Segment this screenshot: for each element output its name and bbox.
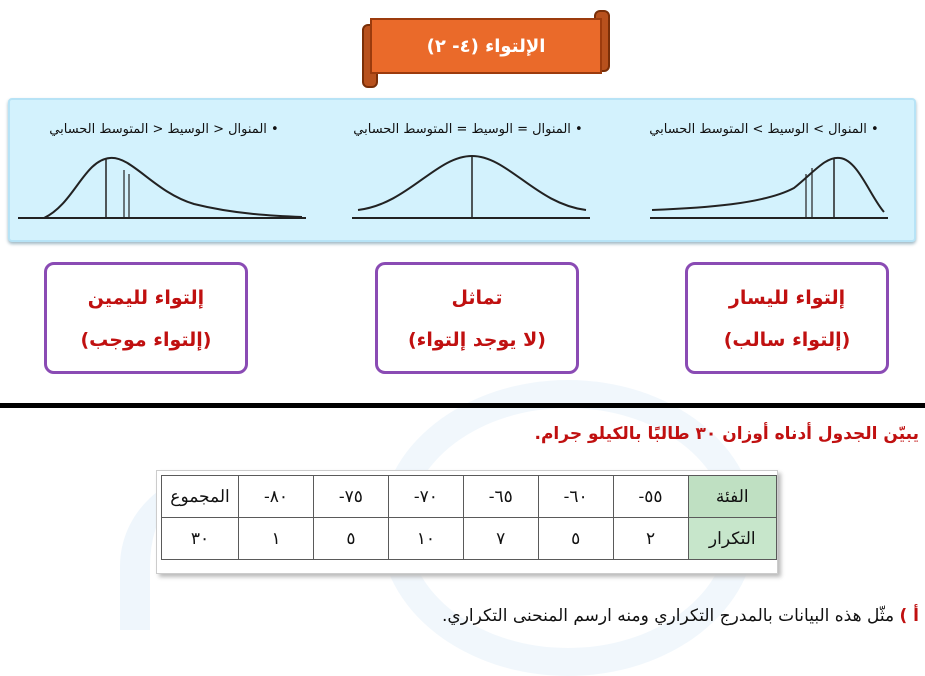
table-cell: ٥ [538,518,613,560]
table-cell: ٦٥- [463,476,538,518]
table-cell: ٨٠- [239,476,314,518]
task-instruction [19,606,919,626]
curve-symmetric [318,100,618,240]
table-cell: ٧٥- [313,476,388,518]
table-cell: المجموع [162,476,239,518]
curve-caption: • المنوال < الوسيط < المتوسط الحسابي [49,122,279,137]
table-cell: ٧ [463,518,538,560]
label-symmetric [375,262,579,374]
table-cell: ٧٠- [388,476,463,518]
table-cell: ٥ [313,518,388,560]
curve-caption: • المنوال > الوسيط > المتوسط الحسابي [649,122,879,137]
label-right-skew [44,262,248,374]
label-title: تماثل [451,287,503,309]
curve-right-skew [14,100,314,240]
table-cell: ٣٠ [162,518,239,560]
table-cell: ٥٥- [613,476,688,518]
curve-caption: • المنوال = الوسيط = المتوسط الحسابي [353,122,583,137]
label-left-skew [685,262,889,374]
table-cell: ٦٠- [538,476,613,518]
table-header-cell: التكرار [688,518,776,560]
title-scroll [360,10,612,74]
section-divider [0,403,925,408]
label-title: إلتواء لليسار [728,287,846,309]
table-cell: ١٠ [388,518,463,560]
right-skew-curve-graphic [14,100,314,240]
left-skew-curve-graphic [614,100,914,240]
frequency-table [161,475,777,560]
table-cell: ١ [239,518,314,560]
skewness-panel [8,98,916,242]
label-subtitle: (إلتواء موجب) [80,329,212,351]
question-text: يبيّن الجدول أدناه أوزان ٣٠ طالبًا بالكيلو جرام. [534,424,919,444]
frequency-table-container [156,470,778,574]
table-row-classes [162,476,777,518]
task-marker: أ ) [899,606,919,626]
section-title: (٤- ٢) الإلتواء [370,18,602,74]
table-header-cell: الفئة [688,476,776,518]
curve-left-skew [614,100,914,240]
table-row-frequency [162,518,777,560]
symmetric-curve-graphic [318,100,618,240]
label-subtitle: (لا يوجد إلتواء) [407,329,546,351]
table-cell: ٢ [613,518,688,560]
label-title: إلتواء لليمين [87,287,205,309]
label-subtitle: (إلتواء سالب) [723,329,851,351]
task-text: مثّل هذه البيانات بالمدرج التكراري ومنه ارسم المنحنى التكراري. [441,606,895,626]
